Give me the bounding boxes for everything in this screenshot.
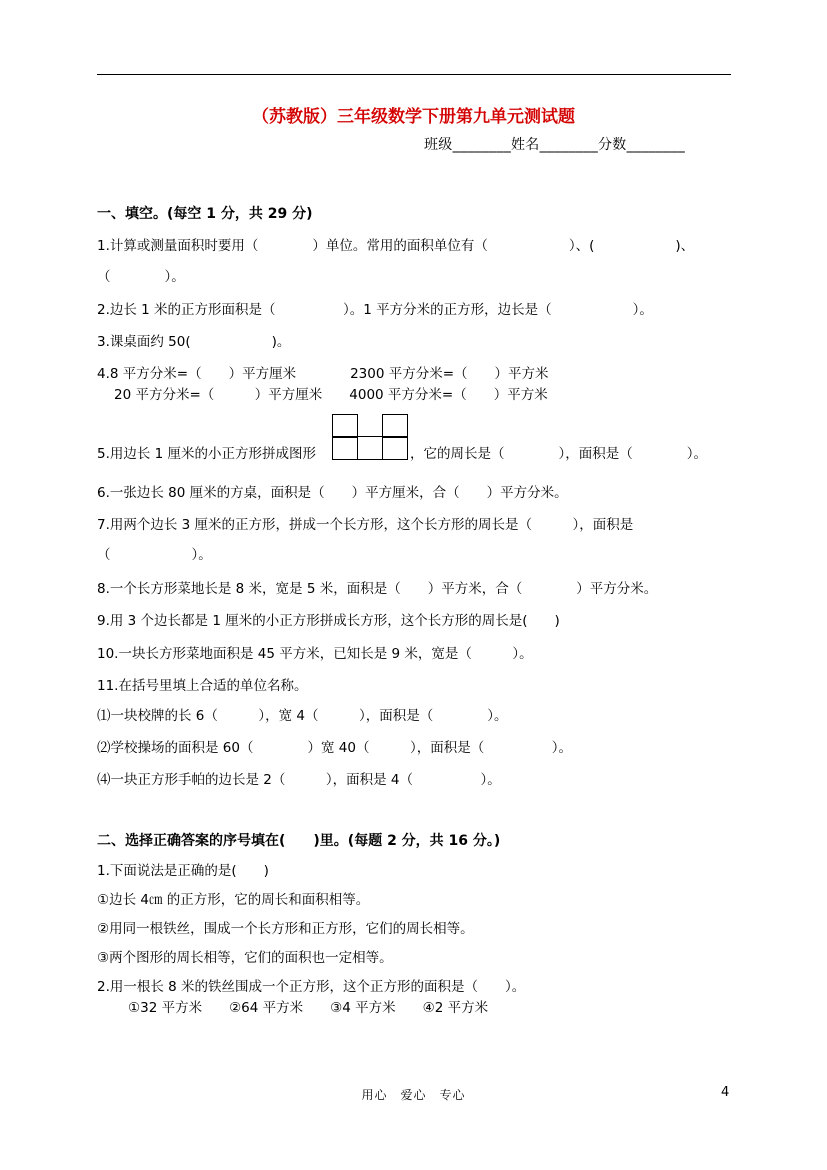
question-11: 11.在括号里填上合适的单位名称。 xyxy=(97,678,308,694)
figure-square xyxy=(332,436,358,460)
question-5-part-1: 5.用边长 1 厘米的小正方形拼成图形 xyxy=(97,446,317,462)
question-4-line-2: 20 平方分米=（ ）平方厘米 4000 平方分米=（ ）平方米 xyxy=(114,387,548,403)
question-11-part-4: ⑷一块正方形手帕的边长是 2（ ），面积是 4（ ）。 xyxy=(97,772,501,788)
square-figure xyxy=(332,414,408,460)
question-4-line-1: 4.8 平方分米=（ ）平方厘米 2300 平方分米=（ ）平方米 xyxy=(97,366,549,382)
section2-heading: 二、选择正确答案的序号填在( )里。(每题 2 分，共 16 分。) xyxy=(97,833,501,849)
question-7-line-1: 7.用两个边长 3 厘米的正方形，拼成一个长方形，这个长方形的周长是（ ），面积是 xyxy=(97,517,634,533)
figure-square xyxy=(357,436,383,460)
figure-square xyxy=(332,414,358,438)
student-info-line: 班级________姓名________分数________ xyxy=(424,137,685,153)
mc-question-1-option-1: ①边长 4㎝ 的正方形，它的周长和面积相等。 xyxy=(97,892,370,908)
question-10: 10.一块长方形菜地面积是 45 平方米，已知长是 9 米，宽是（ ）。 xyxy=(97,646,533,662)
question-5-part-2: ，它的周长是（ ），面积是（ ）。 xyxy=(410,446,707,462)
question-2: 2.边长 1 米的正方形面积是（ ）。1 平方分米的正方形，边长是（ ）。 xyxy=(97,302,653,318)
figure-square xyxy=(382,436,408,460)
question-11-part-1: ⑴一块校牌的长 6（ ），宽 4（ ），面积是（ ）。 xyxy=(97,708,508,724)
question-1-line-1: 1.计算或测量面积时要用（ ）单位。常用的面积单位有（ ）、( )、 xyxy=(97,238,695,254)
page-footer: 用心 爱心 专心 xyxy=(361,1088,466,1102)
section1-heading: 一、填空。(每空 1 分，共 29 分) xyxy=(97,206,313,222)
question-9: 9.用 3 个边长都是 1 厘米的小正方形拼成长方形，这个长方形的周长是( ) xyxy=(97,613,560,629)
mc-question-2-options: ①32 平方米 ②64 平方米 ③4 平方米 ④2 平方米 xyxy=(128,1000,489,1016)
mc-question-1-option-2: ②用同一根铁丝，围成一个长方形和正方形，它们的周长相等。 xyxy=(97,921,474,937)
page-title: （苏教版）三年级数学下册第九单元测试题 xyxy=(252,107,575,127)
question-11-part-2: ⑵学校操场的面积是 60（ ）宽 40（ ），面积是（ ）。 xyxy=(97,740,572,756)
mc-question-1-option-3: ③两个图形的周长相等，它们的面积也一定相等。 xyxy=(97,950,393,966)
question-1-line-2: （ ）。 xyxy=(97,269,185,285)
question-6: 6.一张边长 80 厘米的方桌，面积是（ ）平方厘米，合（ ）平方分米。 xyxy=(97,485,568,501)
mc-question-1: 1.下面说法是正确的是( ) xyxy=(97,863,269,879)
question-8: 8.一个长方形菜地长是 8 米，宽是 5 米，面积是（ ）平方米，合（ ）平方分米。 xyxy=(97,581,658,597)
page-number: 4 xyxy=(721,1085,730,1100)
figure-square xyxy=(382,414,408,438)
header-rule xyxy=(97,74,731,75)
question-3: 3.课桌面约 50( )。 xyxy=(97,334,291,350)
mc-question-2: 2.用一根长 8 米的铁丝围成一个正方形，这个正方形的面积是（ ）。 xyxy=(97,979,526,995)
question-7-line-2: （ ）。 xyxy=(97,547,212,563)
